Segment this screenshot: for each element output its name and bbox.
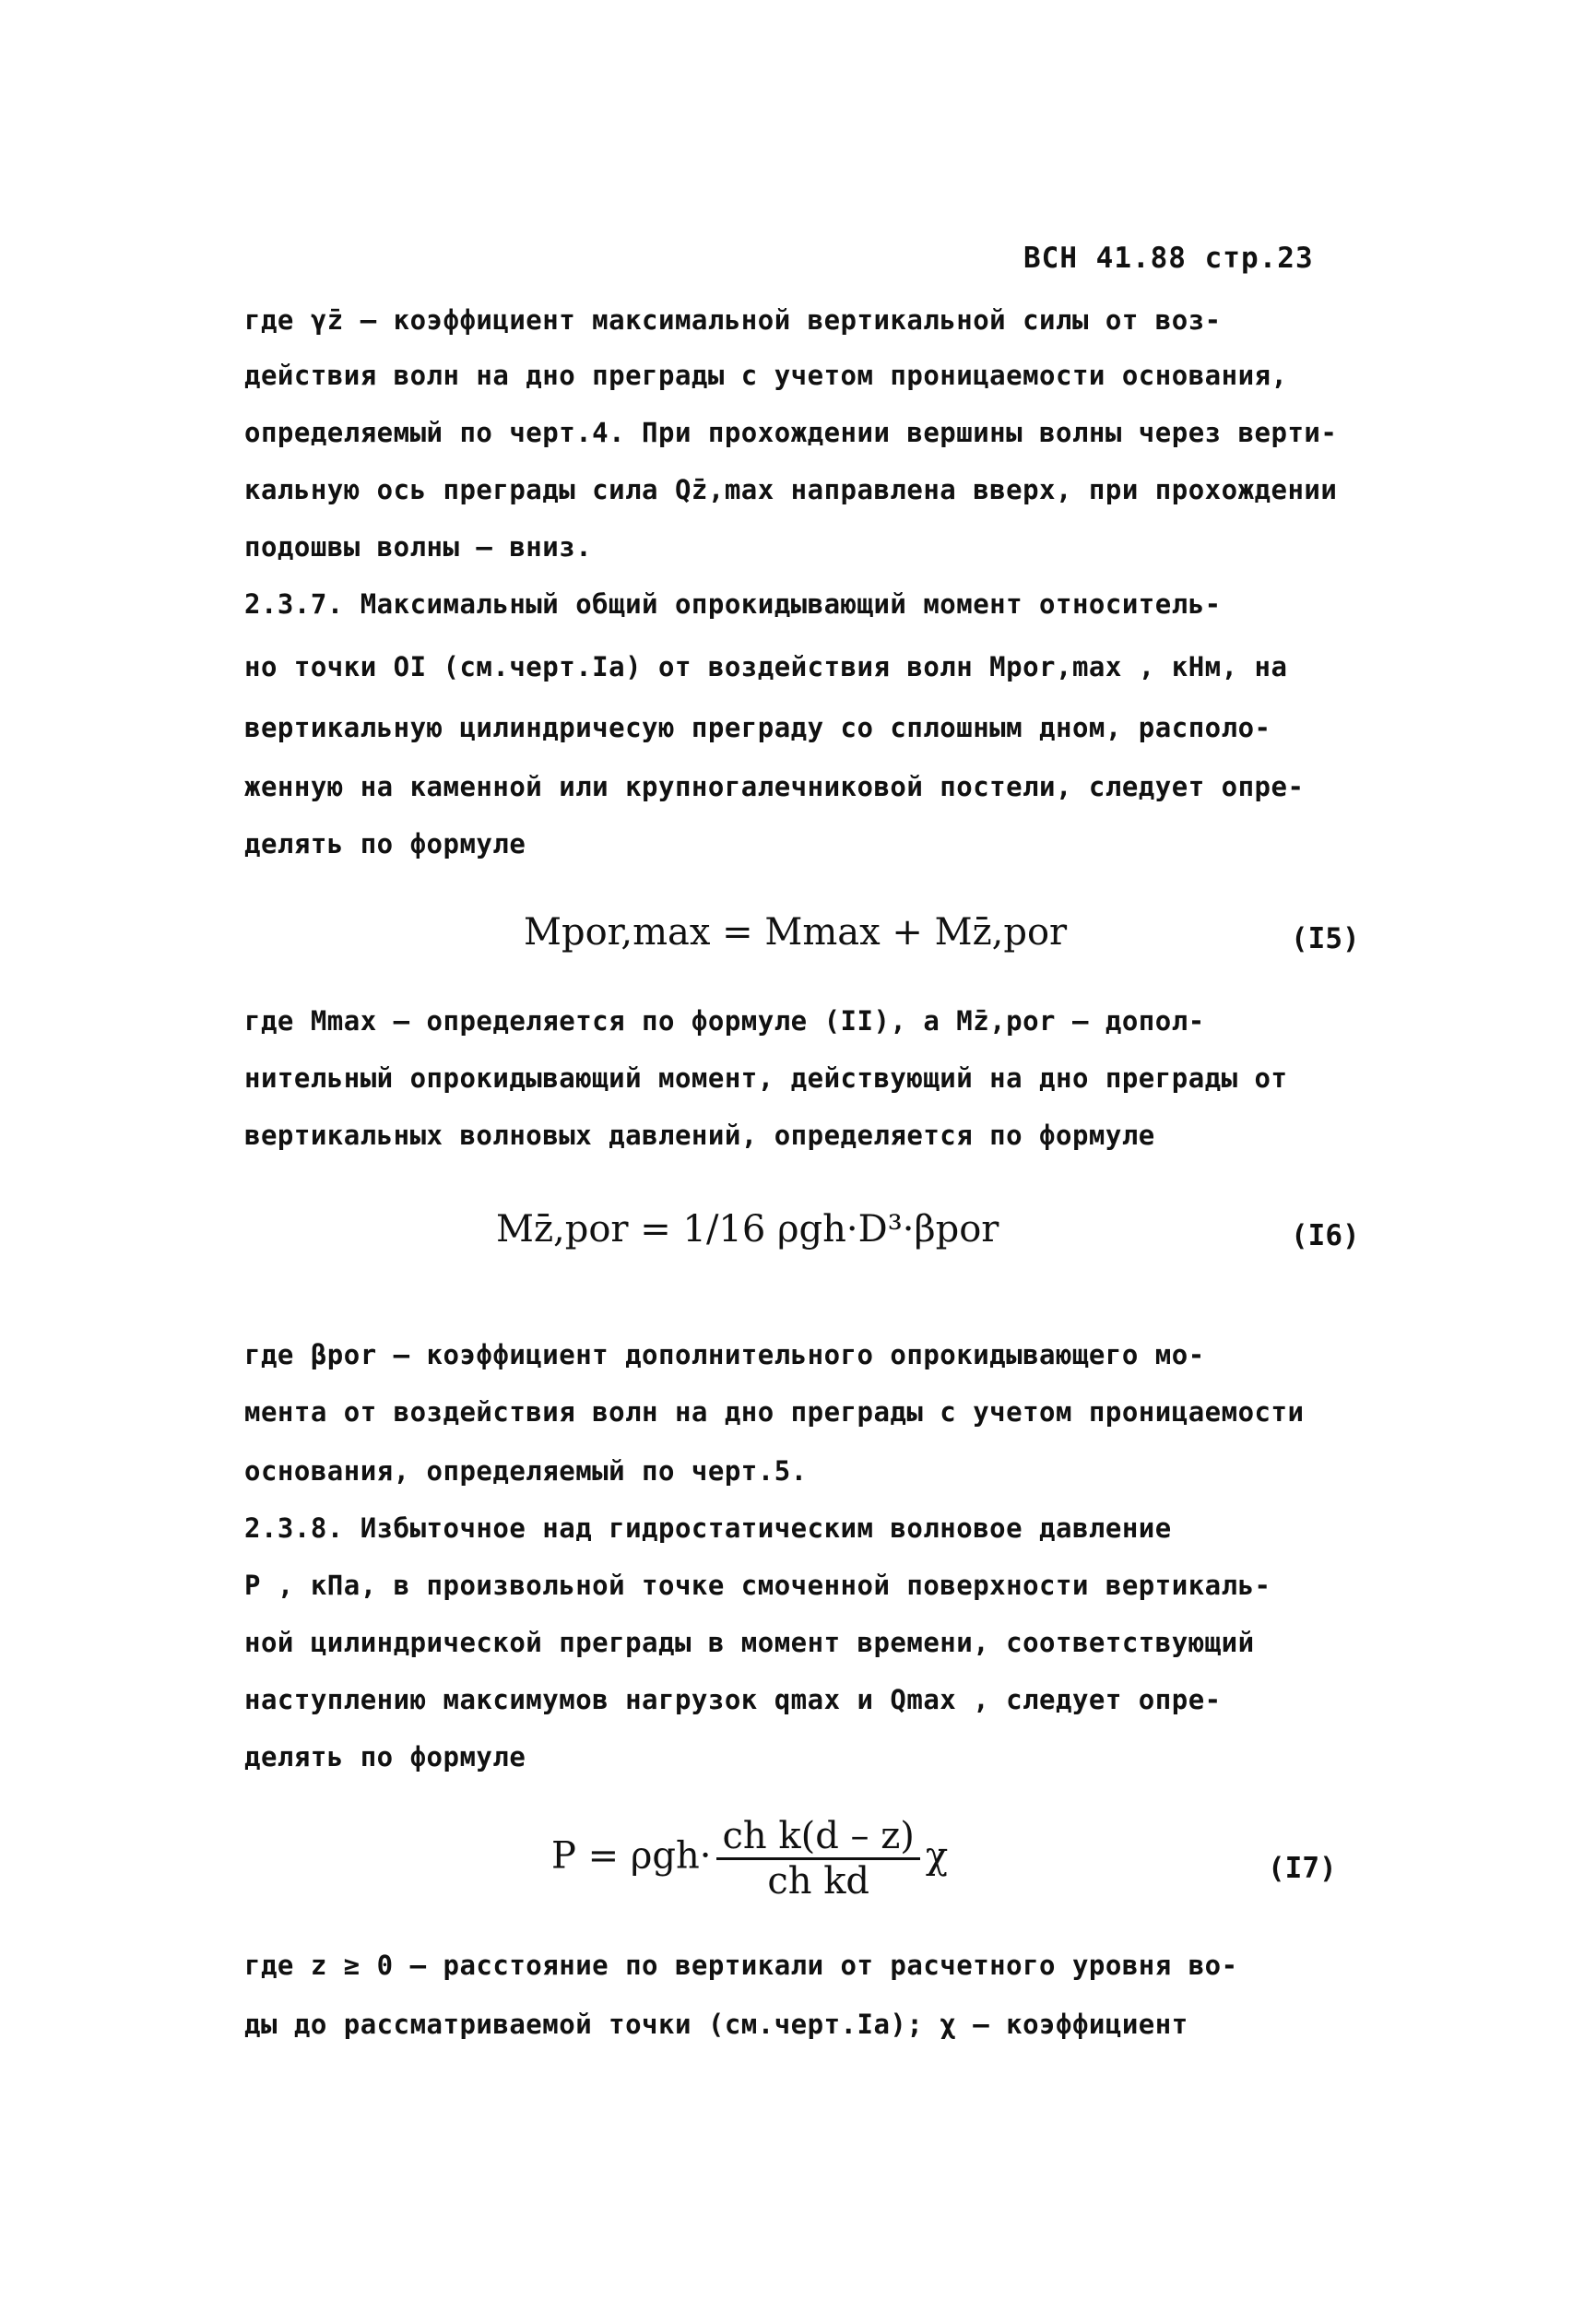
equation-number-15: (I5) bbox=[1291, 922, 1360, 955]
text-line: подошвы волны – вниз. bbox=[244, 531, 593, 563]
page-header: ВСН 41.88 стр.23 bbox=[1023, 242, 1314, 275]
equation-number-16: (I6) bbox=[1291, 1219, 1360, 1252]
text-line: где γz̄ – коэффициент максимальной вертикальной силы от воз- bbox=[244, 304, 1222, 336]
text-line: делять по формуле bbox=[244, 1741, 526, 1773]
text-line: 2.3.7. Максимальный общий опрокидывающий момент относитель- bbox=[244, 588, 1222, 620]
text-line: нительный опрокидывающий момент, действующий на дно преграды от bbox=[244, 1062, 1288, 1094]
equation-number-17: (I7) bbox=[1268, 1852, 1337, 1885]
text-line: действия волн на дно преграды с учетом проницаемости основания, bbox=[244, 360, 1288, 391]
text-line: ды до рассматриваемой точки (см.черт.Iа); χ – коэффициент bbox=[244, 2009, 1188, 2040]
text-line: наступлению максимумов нагрузок qmax и Qmax , следует опре- bbox=[244, 1684, 1222, 1715]
text-line: но точки OI (см.черт.Iа) от воздействия волн Mpor,max , кНм, на bbox=[244, 651, 1288, 682]
equation-17 bbox=[551, 1815, 948, 1903]
text-line: кальную ось преграды сила Qz̄,max направлена вверх, при прохождении bbox=[244, 474, 1338, 505]
text-line: мента от воздействия волн на дно преграды с учетом проницаемости bbox=[244, 1396, 1305, 1428]
text-line: основания, определяемый по черт.5. bbox=[244, 1455, 808, 1487]
text-line: 2.3.8. Избыточное над гидростатическим волновое давление bbox=[244, 1512, 1172, 1544]
text-line: определяемый по черт.4. При прохождении вершины волны через верти- bbox=[244, 417, 1338, 448]
text-line: женную на каменной или крупногалечниковой постели, следует опре- bbox=[244, 771, 1305, 802]
equation-17-numerator: ch k(d – z) bbox=[716, 1815, 919, 1860]
equation-17-rhs: χ bbox=[925, 1834, 949, 1878]
equation-17-denominator: ch kd bbox=[767, 1860, 870, 1903]
equation-15: Mpor,max = Mmax + Mz̄,por bbox=[524, 911, 1068, 954]
text-line: делять по формуле bbox=[244, 828, 526, 860]
text-line: вертикальных волновых давлений, определяется по формуле bbox=[244, 1120, 1155, 1151]
text-line: вертикальную цилиндричесую преграду со сплошным дном, располо- bbox=[244, 712, 1271, 743]
equation-17-lhs: P = ρgh· bbox=[551, 1834, 712, 1878]
equation-17-fraction bbox=[716, 1815, 919, 1903]
equation-16: Mz̄,por = 1/16 ρgh·D³·βpor bbox=[496, 1208, 999, 1251]
text-line: где z ≥ 0 – расстояние по вертикали от расчетного уровня во- bbox=[244, 1950, 1238, 1981]
text-line: где βpor – коэффициент дополнительного опрокидывающего мо- bbox=[244, 1339, 1205, 1370]
text-line: где Mmax – определяется по формуле (II), а Mz̄,por – допол- bbox=[244, 1005, 1205, 1037]
text-line: P , кПа, в произвольной точке смоченной поверхности вертикаль- bbox=[244, 1570, 1271, 1601]
text-line: ной цилиндрической преграды в момент времени, соответствующий bbox=[244, 1627, 1255, 1658]
